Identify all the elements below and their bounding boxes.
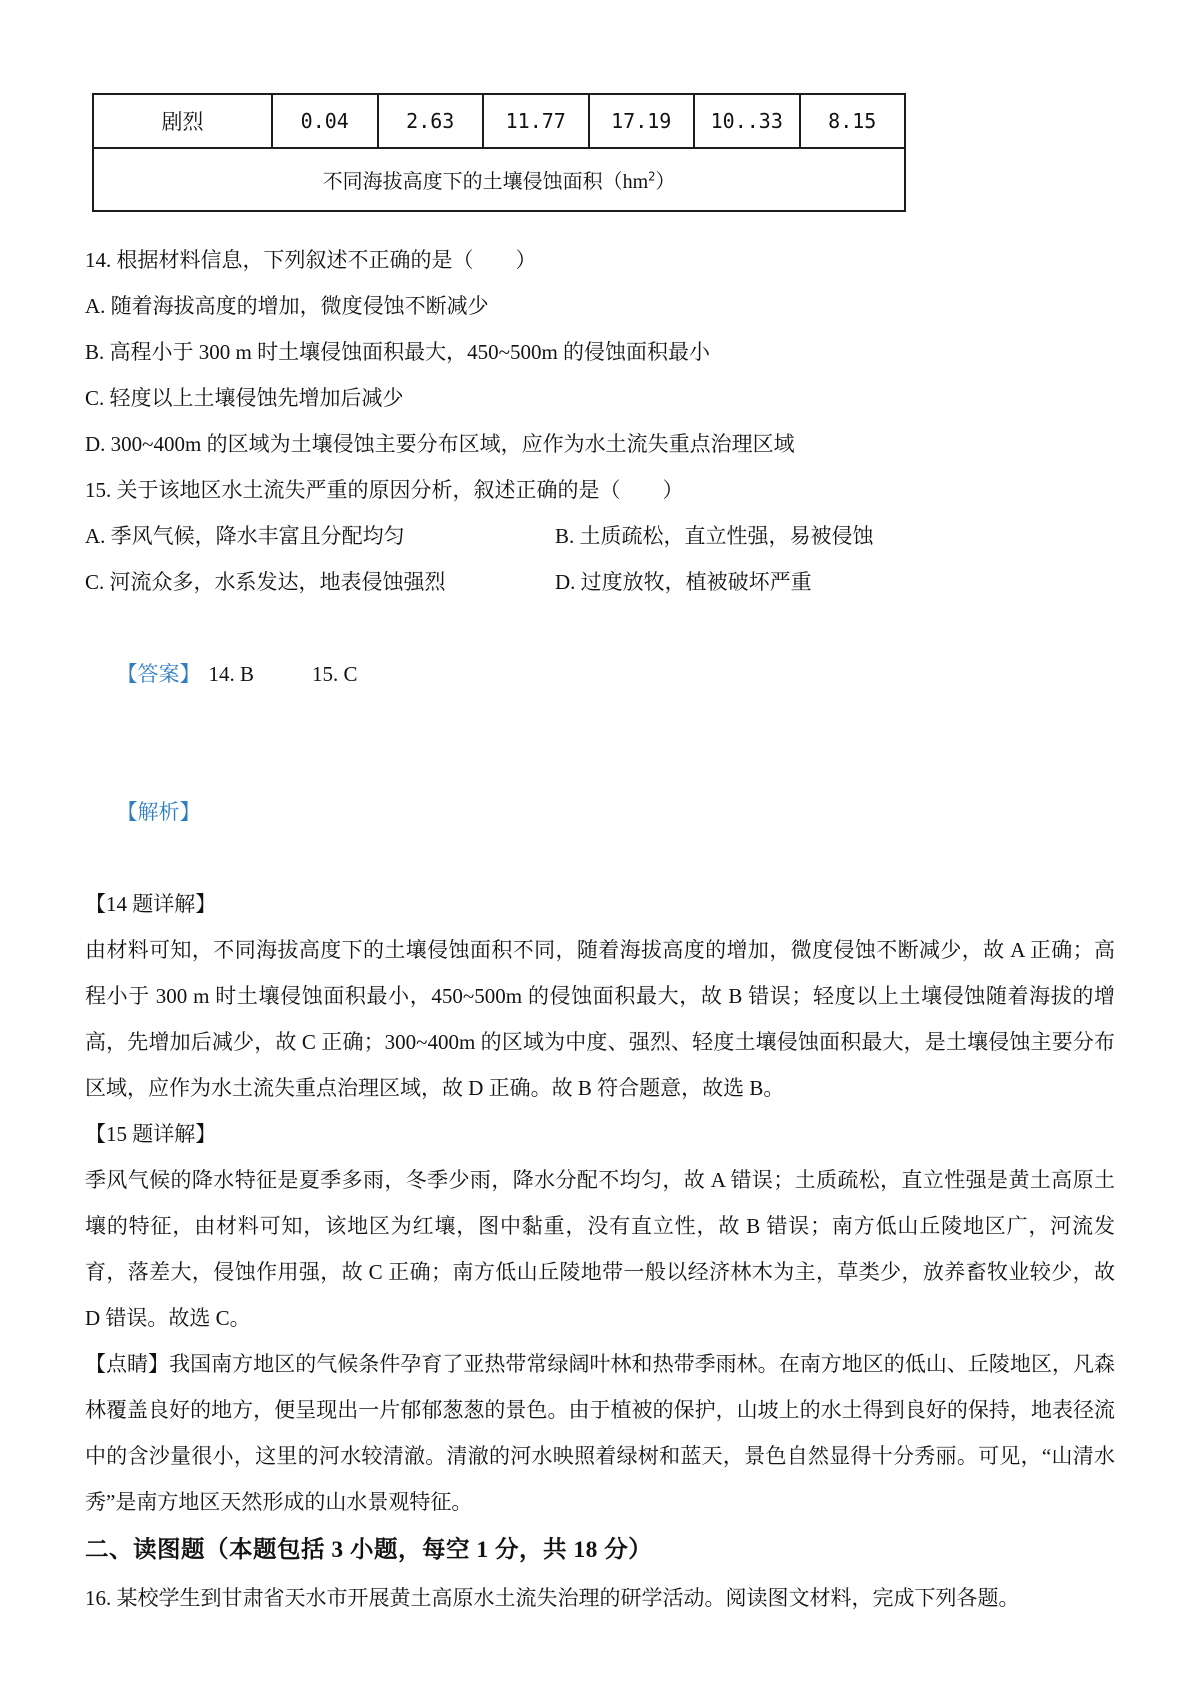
answer-line [85, 605, 1115, 743]
question-16-intro: 16. 某校学生到甘肃省天水市开展黄土高原水土流失治理的研学活动。阅读图文材料，完成下列各题。 [85, 1586, 1020, 1610]
cell-value-3: 11.77 [483, 94, 589, 148]
key-tip-paragraph [85, 1341, 1115, 1525]
analysis-label: 【解析】 [116, 800, 201, 824]
question-15-stem: 15. 关于该地区水土流失严重的原因分析，叙述正确的是（ ） [85, 478, 684, 502]
detail-14-paragraph: 由材料可知，不同海拔高度下的土壤侵蚀面积不同，随着海拔高度的增加，微度侵蚀不断减少，故 A 正确；高程小于 300 m 时土壤侵蚀面积最小，450~500m 的侵蚀面积最大，故 B 错误；轻度以上土壤侵蚀随着海拔的增高，先增加后减少，故 C 正确；300~400m 的区域为中度、强烈、轻度土壤侵蚀面积最大，是土壤侵蚀主要分布区域，应作为水土流失重点治理区域，故 D 正确。故 B 符合题意，故选 B。 [85, 938, 1115, 1100]
question-15-option-b: B. 土质疏松，直立性强，易被侵蚀 [555, 524, 874, 548]
question-14-option-c: C. 轻度以上土壤侵蚀先增加后减少 [85, 386, 404, 410]
erosion-area-table [92, 93, 906, 212]
cell-value-6: 8.15 [800, 94, 906, 148]
cell-value-2: 2.63 [378, 94, 484, 148]
section-2-heading: 二、读图题（本题包括 3 小题，每空 1 分，共 18 分） [85, 1537, 653, 1563]
detail-15-paragraph: 季风气候的降水特征是夏季多雨，冬季少雨，降水分配不均匀，故 A 错误；土质疏松，直立性强是黄土高原土壤的特征，由材料可知，该地区为红壤，图中黏重，没有直立性，故 B 错误；南方低山丘陵地区广，河流发育，落差大，侵蚀作用强，故 C 正确；南方低山丘陵地带一般以经济林木为主，草类少，放养畜牧业较少，故 D 错误。故选 C。 [85, 1168, 1121, 1330]
question-15-option-c: C. 河流众多，水系发达，地表侵蚀强烈 [85, 570, 446, 594]
table-caption-text: 不同海拔高度下的土壤侵蚀面积（hm [322, 171, 649, 193]
question-15-option-d: D. 过度放牧，植被破坏严重 [555, 570, 812, 594]
analysis-label-line [85, 743, 1115, 881]
table-caption-superscript: 2 [648, 169, 656, 184]
key-tip-text: 我国南方地区的气候条件孕育了亚热带常绿阔叶林和热带季雨林。在南方地区的低山、丘陵地区，凡森林覆盖良好的地方，便呈现出一片郁郁葱葱的景色。由于植被的保护，山坡上的水土得到良好的保持，地表径流中的含沙量很小，这里的河水较清澈。清澈的河水映照着绿树和蓝天，景色自然显得十分秀丽。可见，“山清水秀”是南方地区天然形成的山水景观特征。 [85, 1352, 1116, 1514]
cell-value-4: 17.19 [589, 94, 695, 148]
table-caption-close: ） [655, 171, 676, 193]
table-row-caption [93, 148, 905, 211]
question-block [85, 237, 1121, 1621]
answer-item-15: 15. C [312, 662, 358, 686]
key-tip-label: 【点睛】 [85, 1352, 170, 1376]
cell-value-5: 10..33 [694, 94, 800, 148]
table-row-values [93, 94, 905, 148]
question-14-stem: 14. 根据材料信息，下列叙述不正确的是（ ） [85, 248, 537, 272]
answer-item-14: 14. B [208, 662, 255, 686]
table-caption [93, 148, 905, 211]
question-14-option-a: A. 随着海拔高度的增加，微度侵蚀不断减少 [85, 294, 489, 318]
answer-label: 【答案】 [116, 662, 201, 686]
detail-15-label: 【15 题详解】 [85, 1122, 217, 1146]
detail-14-label: 【14 题详解】 [85, 892, 217, 916]
question-14-option-b: B. 高程小于 300 m 时土壤侵蚀面积最大，450~500m 的侵蚀面积最小 [85, 340, 711, 364]
cell-intensity-label: 剧烈 [93, 94, 272, 148]
question-14-option-d: D. 300~400m 的区域为土壤侵蚀主要分布区域，应作为水土流失重点治理区域 [85, 432, 795, 456]
question-15-option-a: A. 季风气候，降水丰富且分配均匀 [85, 524, 405, 548]
question-15-options-row-1 [85, 513, 1115, 559]
cell-value-1: 0.04 [272, 94, 378, 148]
question-15-options-row-2 [85, 559, 1115, 605]
